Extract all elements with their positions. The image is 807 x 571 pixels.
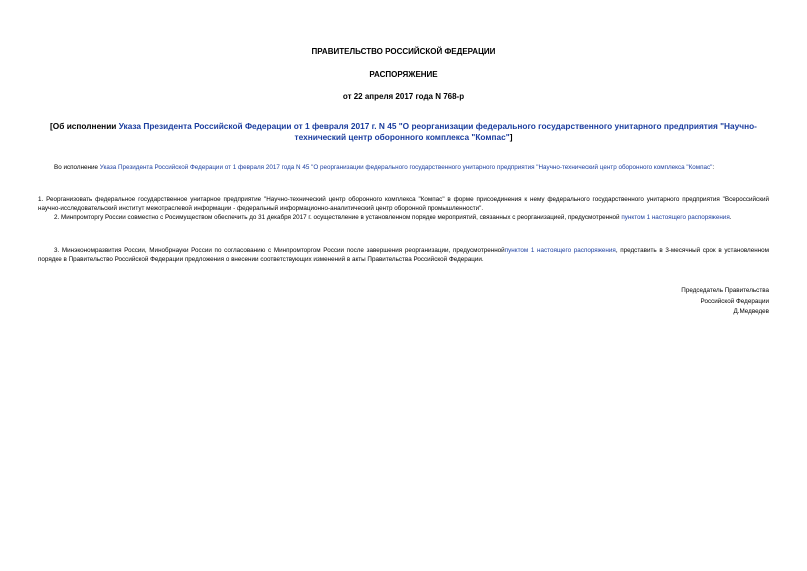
- item-3-suffix: , представить в 3-месячный срок в установленном порядке в Правительство Российской Федерации предложения о внесении соответствующих изменений в акты Правительства Российской Федерации.: [38, 247, 770, 264]
- signature-name: Д.Медведев: [733, 308, 769, 315]
- title-close: ]: [509, 132, 513, 142]
- government-heading: ПРАВИТЕЛЬСТВО РОССИЙСКОЙ ФЕДЕРАЦИИ: [311, 47, 496, 56]
- item-2-text: 2. Минпромторгу России совместно с Росимуществом обеспечить до 31 декабря 2017 г. осуществление в установленном порядке мероприятий, связанных с реорганизацией, предусмотренной: [54, 214, 622, 221]
- intro-decree-link[interactable]: Указа Президента Российской Федерации от 1 февраля 2017 года N 45 "О реорганизации федерального государственного унитарного предприятия "Научно-технический центр оборонного комплекса "Компас": [99, 164, 713, 171]
- document-date-number: от 22 апреля 2017 года N 768-р: [342, 92, 465, 101]
- intro-paragraph: [38, 163, 769, 172]
- intro-suffix: :: [712, 164, 715, 171]
- item-2-point-link[interactable]: пунктом 1 настоящего распоряжения: [621, 214, 730, 221]
- item-3-point-link[interactable]: пунктом 1 настоящего распоряжения: [504, 247, 616, 254]
- item-2-paragraph: [38, 213, 769, 222]
- document-type: РАСПОРЯЖЕНИЕ: [369, 70, 438, 79]
- signature-position: Председатель Правительства: [681, 287, 769, 294]
- item-3-text: 3. Минэкономразвития России, Минобрнауки России по согласованию с Минпромторгом России после завершения реорганизации, предусмотренной: [54, 247, 505, 254]
- signature-organization: Российской Федерации: [700, 297, 769, 305]
- item-2-suffix: .: [729, 214, 732, 221]
- title-decree-link[interactable]: Указа Президента Российской Федерации от 1 февраля 2017 г. N 45 "О реорганизации федерального государственного унитарного предприятия "Научно-технический центр оборонного комплекса "Компас": [118, 121, 757, 142]
- document-title: [40, 121, 767, 143]
- item-1-paragraph: 1. Реорганизовать федеральное государственное унитарное предприятие "Научно-технический центр оборонного комплекса "Компас" в форме присоединения к нему федерального государственного унитарного предприятия "Всероссийский научно-исследовательский институт межотраслевой информации - федеральный информационно-аналитический центр оборонной промышленности".: [38, 196, 769, 213]
- intro-prefix: Во исполнение: [54, 164, 100, 171]
- signature-block: [609, 286, 769, 318]
- title-open: [Об исполнении: [50, 121, 119, 131]
- item-3-paragraph: [38, 246, 769, 264]
